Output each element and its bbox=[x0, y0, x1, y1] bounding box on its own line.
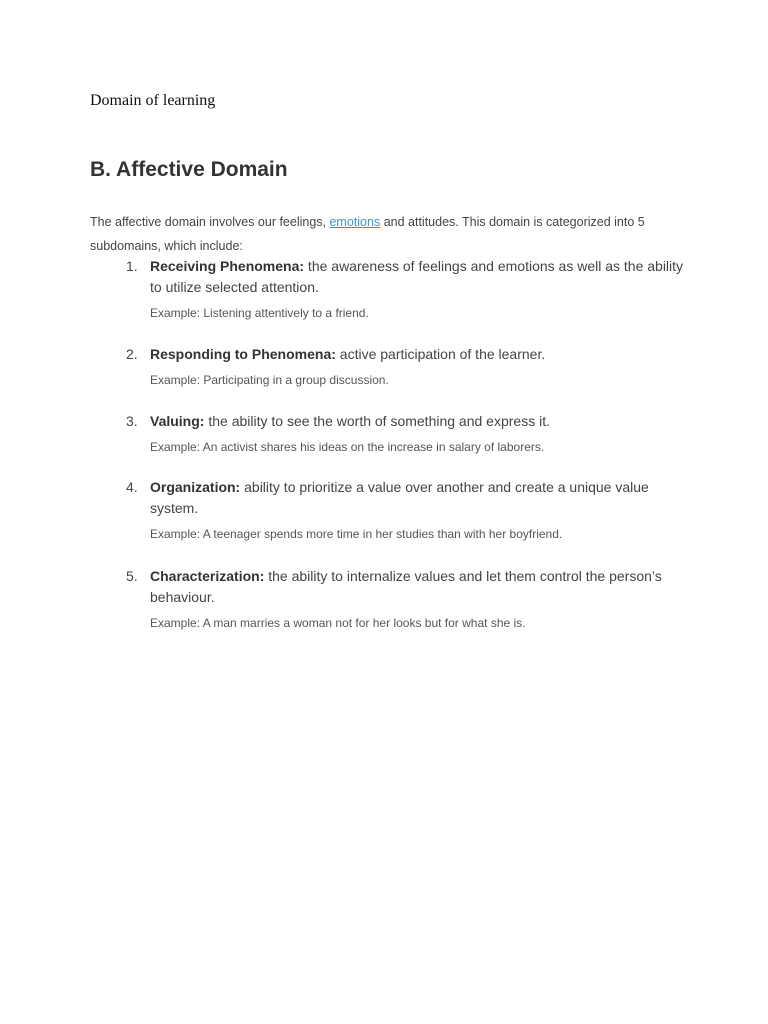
list-item-main bbox=[150, 477, 686, 519]
list-item bbox=[126, 256, 686, 344]
list-item-example: Example: Listening attentively to a friend. bbox=[150, 306, 369, 320]
list-item-main bbox=[150, 256, 686, 298]
intro-text-after-link: and attitudes. This domain is categorized into 5 subdomains, which include: bbox=[90, 215, 645, 253]
list-item-number: 5. bbox=[126, 568, 138, 584]
list-item-number: 1. bbox=[126, 258, 138, 274]
list-item-number: 2. bbox=[126, 346, 138, 362]
document-title: Domain of learning bbox=[90, 92, 216, 109]
list-item-description: the awareness of feelings and emotions as well as the ability to utilize selected attention. bbox=[150, 258, 684, 295]
subdomain-list bbox=[126, 256, 686, 630]
emotions-link[interactable]: emotions bbox=[329, 215, 381, 229]
section-heading: B. Affective Domain bbox=[90, 158, 288, 181]
list-item-description: the ability to see the worth of something and express it. bbox=[204, 413, 550, 429]
list-item bbox=[126, 411, 686, 477]
list-item-main bbox=[150, 566, 686, 608]
list-item-description: ability to prioritize a value over another and create a unique value system. bbox=[150, 479, 649, 516]
list-item-number: 3. bbox=[126, 413, 138, 429]
list-item-example: Example: A teenager spends more time in her studies than with her boyfriend. bbox=[150, 527, 563, 541]
list-item-description: the ability to internalize values and let them control the person’s behaviour. bbox=[150, 568, 662, 605]
list-item bbox=[126, 566, 686, 630]
list-item-term: Receiving Phenomena: bbox=[150, 258, 305, 274]
list-item-term: Valuing: bbox=[150, 413, 205, 429]
list-item bbox=[126, 344, 686, 411]
list-item-main bbox=[150, 411, 686, 432]
list-item-example: Example: Participating in a group discussion. bbox=[150, 373, 389, 387]
list-item-description: active participation of the learner. bbox=[335, 346, 546, 362]
list-item-example: Example: An activist shares his ideas on the increase in salary of laborers. bbox=[150, 440, 545, 454]
list-item-term: Characterization: bbox=[150, 568, 265, 584]
list-item-term: Organization: bbox=[150, 479, 241, 495]
list-item-number: 4. bbox=[126, 479, 138, 495]
list-item-main bbox=[150, 344, 686, 365]
list-item-example: Example: A man marries a woman not for her looks but for what she is. bbox=[150, 616, 526, 630]
list-item bbox=[126, 477, 686, 566]
list-item-term: Responding to Phenomena: bbox=[150, 346, 336, 362]
intro-paragraph bbox=[90, 210, 690, 258]
intro-text-before-link: The affective domain involves our feelings, bbox=[90, 215, 330, 229]
